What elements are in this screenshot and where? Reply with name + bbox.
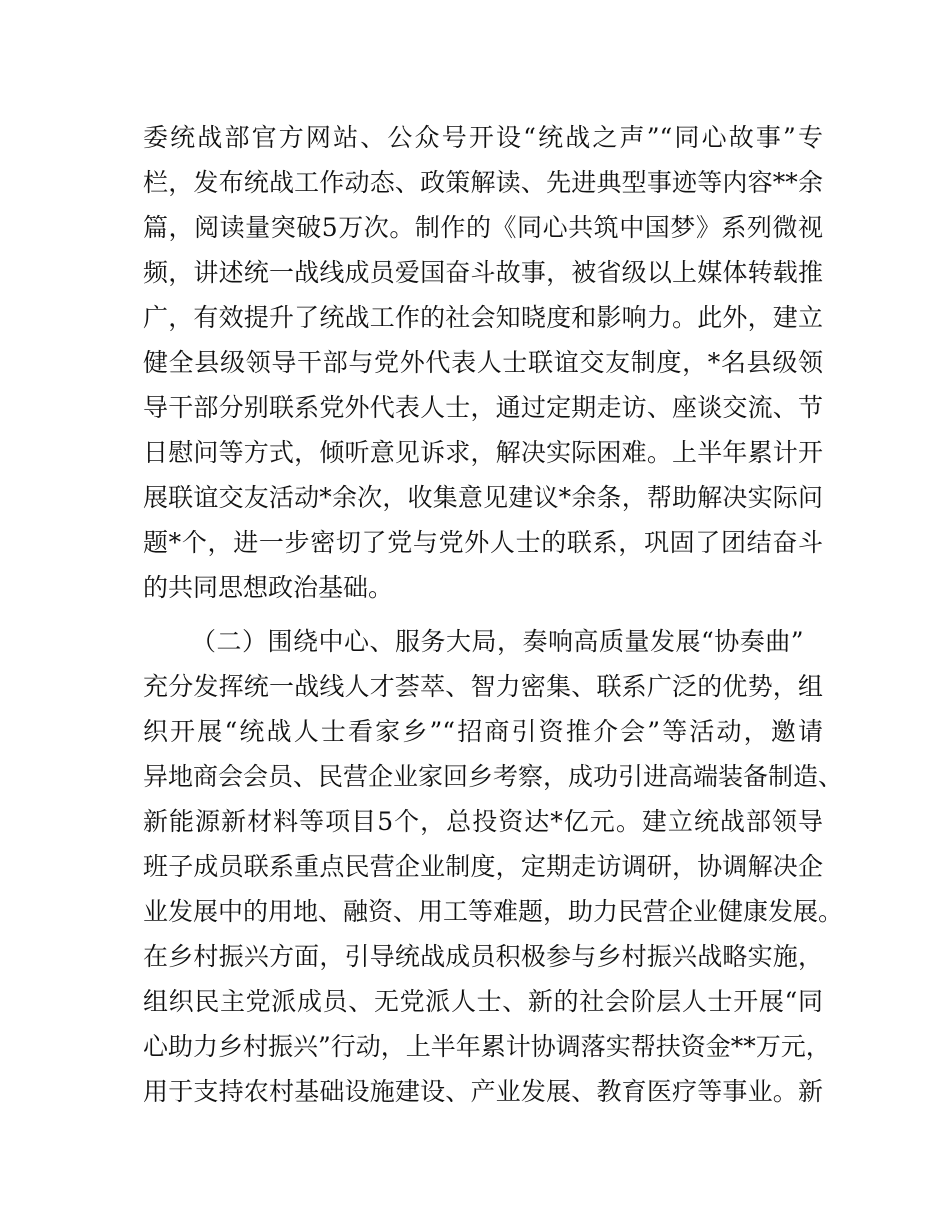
section-heading: （二）围绕中心、服务大局，奏响高质量发展“协奏曲” [191,627,805,656]
paragraph-2-line-1: 充分发挥统一战线人才荟萃、智力密集、联系广泛的优势，组 [143,672,823,701]
paragraph-1-line-8: 日慰问等方式，倾听意见诉求，解决实际困难。上半年累计开 [143,438,823,467]
paragraph-1-line-7: 导干部分别联系党外代表人士，通过定期走访、座谈交流、节 [143,393,823,422]
paragraph-2-line-3: 异地商会会员、民营企业家回乡考察，成功引进高端装备制造、 [143,762,844,791]
paragraph-1-line-5: 广，有效提升了统战工作的社会知晓度和影响力。此外，建立 [143,303,823,332]
paragraph-1-line-11: 的共同思想政治基础。 [143,573,394,602]
paragraph-2-line-5: 班子成员联系重点民营企业制度，定期走访调研，协调解决企 [143,852,823,881]
paragraph-1-line-4: 频，讲述统一战线成员爱国奋斗故事，被省级以上媒体转载推 [143,258,823,287]
paragraph-1-line-10: 题*个，进一步密切了党与党外人士的联系，巩固了团结奋斗 [143,528,823,557]
paragraph-2-line-9: 心助力乡村振兴”行动，上半年累计协调落实帮扶资金**万元， [143,1032,831,1061]
paragraph-2-line-10: 用于支持农村基础设施建设、产业发展、教育医疗等事业。新 [143,1077,823,1106]
paragraph-1-line-3: 篇，阅读量突破5万次。制作的《同心共筑中国梦》系列微视 [143,213,823,242]
paragraph-1-line-6: 健全县级领导干部与党外代表人士联谊交友制度，*名县级领 [143,348,823,377]
paragraph-2-line-6: 业发展中的用地、融资、用工等难题，助力民营企业健康发展。 [143,897,844,926]
paragraph-2-line-8: 组织民主党派成员、无党派人士、新的社会阶层人士开展“同 [143,987,823,1016]
paragraph-1-line-2: 栏，发布统战工作动态、政策解读、先进典型事迹等内容**余 [143,168,823,197]
paragraph-1-line-1: 委统战部官方网站、公众号开设“统战之声”“同心故事”专 [143,123,823,152]
paragraph-2-line-2: 织开展“统战人士看家乡”“招商引资推介会”等活动，邀请 [143,717,823,746]
paragraph-1-line-9: 展联谊交友活动*余次，收集意见建议*余条，帮助解决实际问 [143,483,823,512]
paragraph-2-line-7: 在乡村振兴方面，引导统战成员积极参与乡村振兴战略实施， [143,942,823,971]
paragraph-2-line-4: 新能源新材料等项目5个，总投资达*亿元。建立统战部领导 [143,807,823,836]
